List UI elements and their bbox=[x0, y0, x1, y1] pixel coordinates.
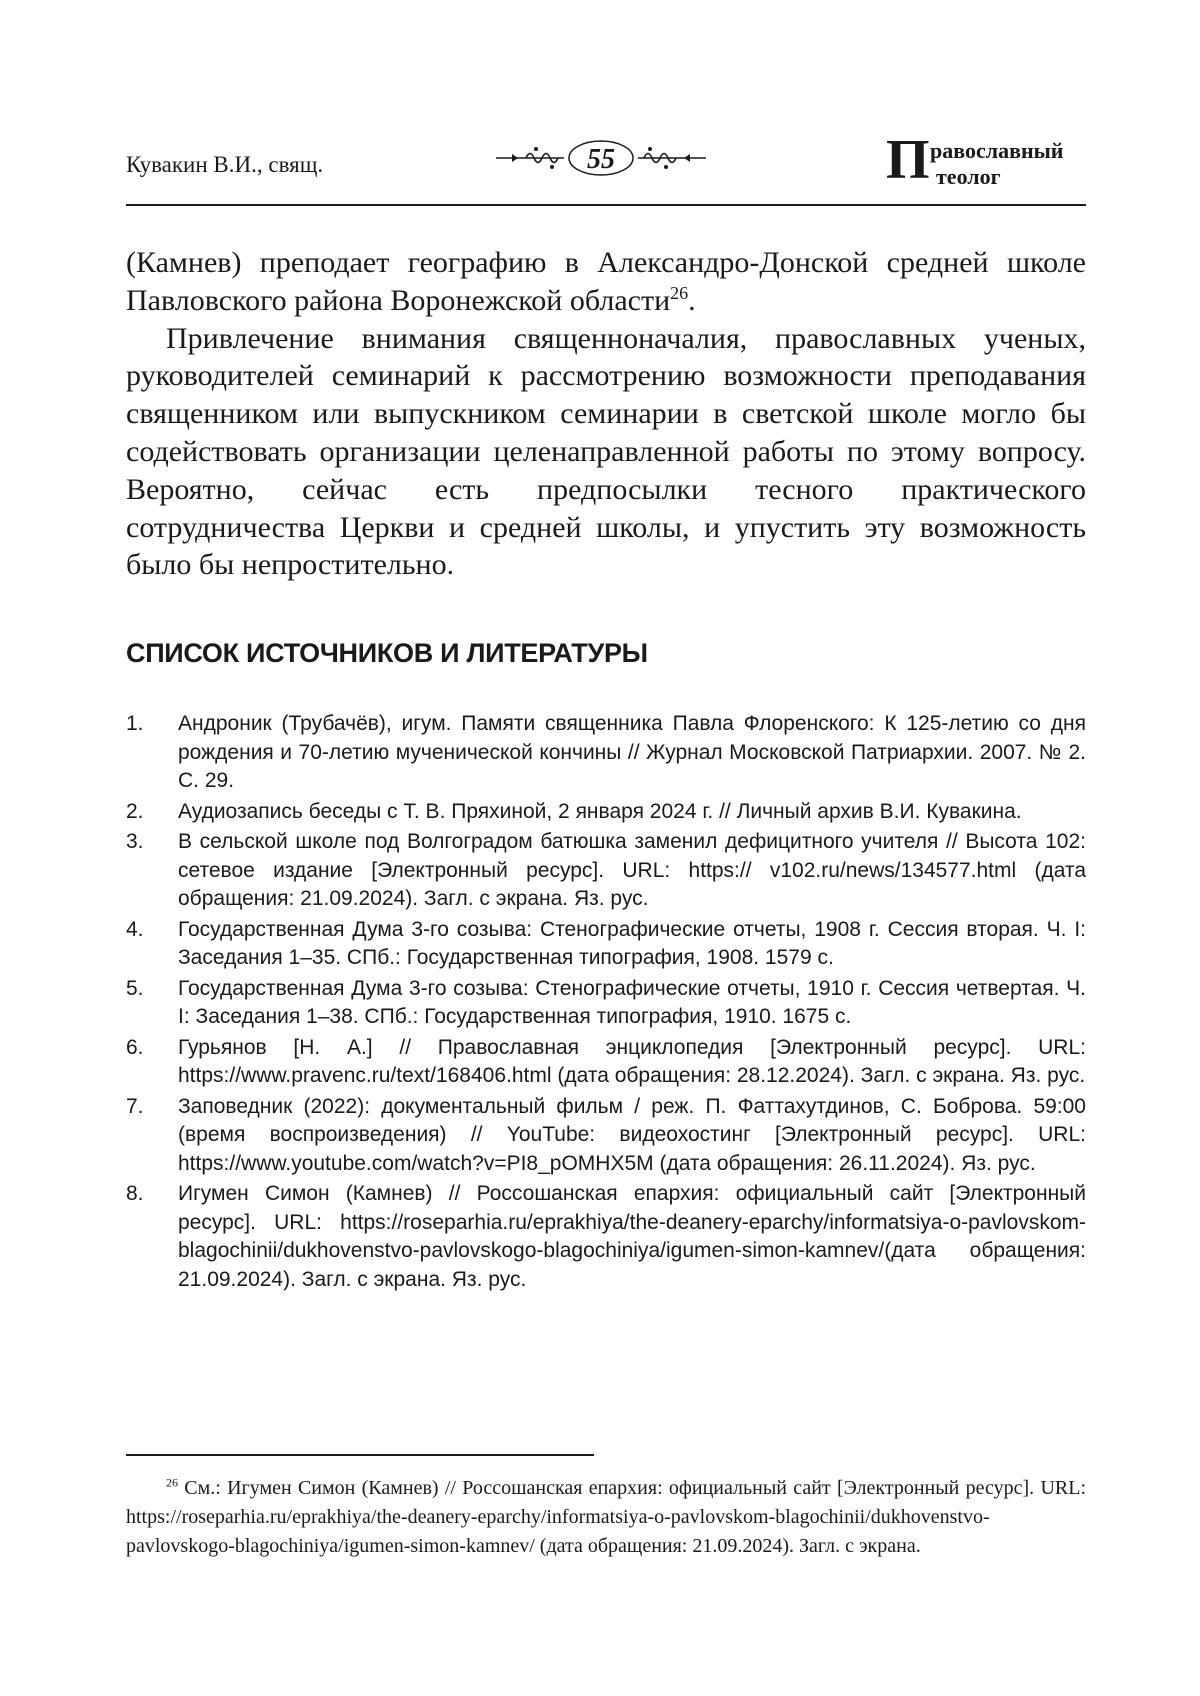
header-rule bbox=[126, 204, 1086, 206]
footnote-mark: 26 bbox=[166, 1475, 178, 1490]
reference-item bbox=[126, 1034, 1086, 1091]
reference-text: Заповедник (2022): документальный фильм / реж. П. Фаттахутдинов, С. Боброва. 59:00 (время воспроизведения) // YouTube: видеохостинг [Электронный ресурс]. URL: https://www.youtube.com/watch?v=PI8_pOMHX5M (дата обращения: 26.11.2024). Яз. рус. bbox=[178, 1094, 1086, 1175]
reference-number: 5. bbox=[126, 976, 144, 1000]
journal-logo-line1: равославный bbox=[930, 138, 1064, 163]
reference-text: Гурьянов [Н. А.] // Православная энциклопедия [Электронный ресурс]. URL: https://www.pravenc.ru/text/168406.html (дата обращения: 28.12.2024). Загл. с экрана. Яз. рус. bbox=[178, 1035, 1086, 1087]
paragraph-end: . bbox=[688, 283, 696, 317]
reference-text: Игумен Симон (Камнев) // Россошанская епархия: официальный сайт [Электронный ресурс]. URL: https://roseparhia.ru/eprakhiya/the-deanery-eparchy/informatsiya-o-pavlovskom-blagochinii/dukhovenstvo-pavlovskogo-blagochiniya/igumen-simon-kamnev/(дата обращения: 21.09.2024). Загл. с экрана. Яз. рус. bbox=[178, 1182, 1086, 1291]
reference-text: В сельской школе под Волгоградом батюшка заменил дефицитного учителя // Высота 102: сетевое издание [Электронный ресурс]. URL: https:// v102.ru/news/134577.html (дата обращения: 21.09.2024). Загл. с экрана. Яз. рус. bbox=[178, 830, 1086, 910]
journal-logo-line2: теолог bbox=[936, 164, 1001, 189]
journal-logo bbox=[886, 129, 1086, 192]
reference-number: 7. bbox=[126, 1094, 144, 1118]
footnote-ref[interactable]: 26 bbox=[670, 282, 689, 303]
running-head-author: Кувакин В.И., свящ. bbox=[126, 152, 324, 177]
page-number: 55 bbox=[587, 144, 615, 175]
paragraph: Привлечение внимания священноначалия, православных ученых, руководителей семинарий к рассмотрению возможности преподавания священником или выпускником семинарии в светской школе могло бы содействовать организации целенаправленной работы по этому вопросу. Вероятно, сейчас есть предпосылки тесного практического сотрудничества Церкви и средней школы, и упустить эту возможность было бы непростительно. bbox=[126, 321, 1086, 582]
footnote-text: См.: Игумен Симон (Камнев) // Россошанская епархия: официальный сайт [Электронный ресурс]. URL: https://roseparhia.ru/eprakhiya/the-deanery-eparchy/informatsiya-o-pavlovskom-blagochinii/dukhovenstvo-pavlovskogo-blagochiniya/igumen-simon-kamnev/ (дата обращения: 21.09.2024). Загл. с экрана. bbox=[126, 1477, 1086, 1557]
reference-list bbox=[126, 710, 1086, 1296]
reference-text: Государственная Дума 3-го созыва: Стенографические отчеты, 1908 г. Сессия вторая. Ч. I: Заседания 1–35. СПб.: Государственная типография, 1908. 1579 с. bbox=[178, 917, 1086, 969]
reference-item bbox=[126, 975, 1086, 1032]
reference-number: 6. bbox=[126, 1035, 144, 1059]
page-number-ornament bbox=[496, 138, 706, 188]
reference-item bbox=[126, 916, 1086, 973]
footnote bbox=[126, 1474, 1086, 1561]
reference-number: 8. bbox=[126, 1182, 144, 1205]
reference-item bbox=[126, 798, 1086, 827]
section-title: СПИСОК ИСТОЧНИКОВ И ЛИТЕРАТУРЫ bbox=[126, 638, 648, 668]
paragraph-text: (Камнев) преподает географию в Александро-Донской средней школе Павловского района Воронежской области bbox=[126, 246, 1086, 317]
reference-number: 2. bbox=[126, 799, 144, 823]
body-text bbox=[126, 244, 1086, 584]
reference-text: Аудиозапись беседы с Т. В. Пряхиной, 2 января 2024 г. // Личный архив В.И. Кувакина. bbox=[178, 799, 1022, 823]
reference-item bbox=[126, 1093, 1086, 1179]
reference-number: 3. bbox=[126, 830, 144, 853]
reference-text: Андроник (Трубачёв), игум. Памяти священника Павла Флоренского: К 125-летию со дня рождения и 70-летию мученической кончины // Журнал Московской Патриархии. 2007. № 2. С. 29. bbox=[178, 712, 1086, 792]
reference-number: 4. bbox=[126, 917, 144, 941]
footnote-rule bbox=[126, 1454, 594, 1456]
page-header bbox=[126, 129, 1086, 208]
reference-item bbox=[126, 1180, 1086, 1294]
reference-text: Государственная Дума 3-го созыва: Стенографические отчеты, 1910 г. Сессия четвертая. Ч. I: Заседания 1–38. СПб.: Государственная типография, 1910. 1675 с. bbox=[178, 976, 1086, 1028]
reference-item bbox=[126, 710, 1086, 796]
journal-logo-initial: П bbox=[886, 129, 930, 191]
reference-number: 1. bbox=[126, 712, 144, 735]
reference-item bbox=[126, 828, 1086, 914]
paragraph bbox=[126, 244, 1086, 320]
